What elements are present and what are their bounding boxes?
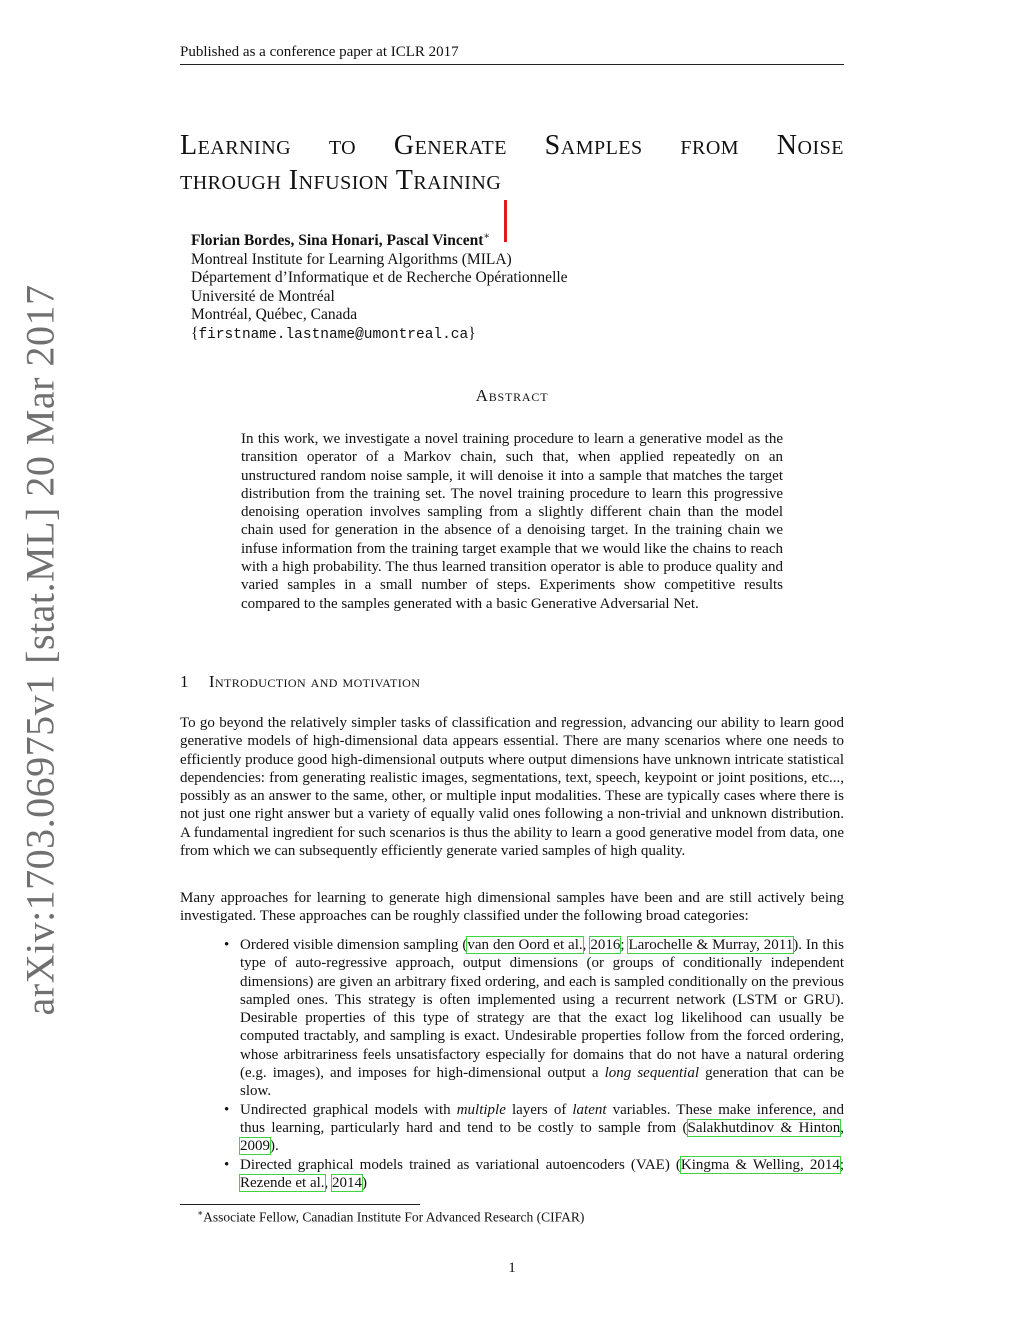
intro-paragraph-1: To go beyond the relatively simpler tasks of classification and regression, advancing our ability to learn good generative models of high-dimensional data appears essential. There are many scenarios where one needs to efficiently produce good high-dimensional outputs where output dimensions have unknown intricate statistical dependencies: from generating realistic images, segmentations, text, speech, keypoint or joint positions, etc..., possibly as an answer to the same, other, or multiple input modalities. These are typically cases where there is not just one right answer but a variety of equally valid ones following a non-trivial and unknown distribution. A fundamental ingredient for such scenarios is thus the ability to learn a good generative model from data, one from which we can subsequently efficiently generate varied samples of high quality. (180, 715, 844, 860)
citation-link[interactable]: 2009 (240, 1138, 270, 1155)
list-item: • Directed graphical models trained as variational autoencoders (VAE) (Kingma & Welling, 2014; Rezende et al., 2014) (240, 1156, 844, 1193)
text-cursor-marker (504, 200, 507, 242)
affiliation-line: Montréal, Québec, Canada (191, 306, 358, 324)
author-footnote-mark[interactable]: ∗ (483, 231, 491, 242)
arxiv-identifier: arXiv:1703.06975v1 [stat.ML] 20 Mar 2017 (17, 284, 63, 1016)
footnote-divider (180, 1204, 420, 1205)
section-heading (180, 672, 420, 692)
title-word: Samples (544, 130, 643, 161)
citation-link[interactable]: Rezende et al. (240, 1174, 325, 1191)
title-word: to (328, 130, 357, 161)
author-block (191, 228, 568, 344)
citation-link[interactable]: van den Oord et al. (467, 937, 583, 953)
affiliation-line: Montreal Institute for Learning Algorithms (MILA) (191, 250, 512, 268)
footnote-text: Associate Fellow, Canadian Institute For Advanced Research (CIFAR) (203, 1209, 585, 1225)
footnote-mark: ∗ (197, 1208, 204, 1218)
affiliation-line: Département d’Informatique et de Recherche Opérationnelle (191, 269, 568, 287)
citation-link[interactable]: Kingma & Welling, 2014 (680, 1156, 840, 1173)
citation-link[interactable]: Larochelle & Murray, 2011 (628, 937, 794, 953)
list-item: • Ordered visible dimension sampling (van den Oord et al., 2016; Larochelle & Murray, 2011). In this type of auto-regressive approach, output dimensions (or groups of conditionally independent dimensions) are given an arbitrary fixed ordering, and each is sampled conditionally on the previous sampled ones. This strategy is often implemented using a recurrent network (LSTM or GRU). Desirable properties of this type of strategy are that the exact log likelihood can usually be computed tractably, and sampling is exact. Undesirable properties follow from the forced ordering, whose arbitrariness feels unsatisfactory especially for domains that do not have a natural ordering (e.g. images), and imposes for high-dimensional output a long sequential generation that can be slow. (240, 936, 844, 1101)
running-header: Published as a conference paper at ICLR 2017 (180, 44, 844, 65)
abstract-heading: Abstract (475, 386, 549, 405)
email-address[interactable]: firstname.lastname@umontreal.ca (198, 326, 469, 343)
section-number: 1 (180, 672, 189, 691)
page-number: 1 (508, 1260, 516, 1276)
title-word: Noise (776, 130, 844, 161)
approach-list (240, 936, 844, 1192)
section-title: Introduction and motivation (208, 672, 421, 691)
title-word: Generate (393, 130, 507, 161)
intro-paragraph-2: Many approaches for learning to generate high dimensional samples have been and are still actively being investigated. These approaches can be roughly classified under the following broad categories: (180, 890, 844, 925)
affiliation-line: Université de Montréal (191, 287, 335, 305)
abstract-text: In this work, we investigate a novel training procedure to learn a generative model as the transition operator of a Markov chain, such that, when applied repeatedly on an unstructured random noise sample, it will denoise it into a sample that matches the target distribution from the training set. The novel training procedure to learn this progressive denoising operation involves sampling from a slightly different chain than the model chain used for generation in the absence of a denoising target. In the training chain we infuse information from the training target example that we would like the chains to reach with a high probability. The thus learned transition operator is able to produce quality and varied samples in a small number of steps. Experiments show competitive results compared to the samples generated with a basic Generative Adversarial Net. (241, 431, 783, 612)
author-names: Florian Bordes, Sina Honari, Pascal Vincent (191, 232, 484, 250)
title-word: Learning (180, 130, 292, 161)
footnote (197, 1208, 584, 1226)
citation-link[interactable]: 2014 (332, 1174, 363, 1191)
list-item: • Undirected graphical models with multiple layers of latent variables. These make inference, and thus learning, particularly hard and tend to be costly to sample from (Salakhutdinov & Hinton, 2009). (240, 1101, 844, 1156)
title-word: from (680, 130, 740, 161)
citation-link[interactable]: Salakhutdinov & Hinton (687, 1119, 841, 1136)
paper-title (180, 128, 844, 198)
title-line-2: through Infusion Training (180, 165, 502, 196)
citation-link[interactable]: 2016 (590, 937, 621, 953)
author-email: {firstname.lastname@umontreal.ca} (191, 324, 476, 343)
